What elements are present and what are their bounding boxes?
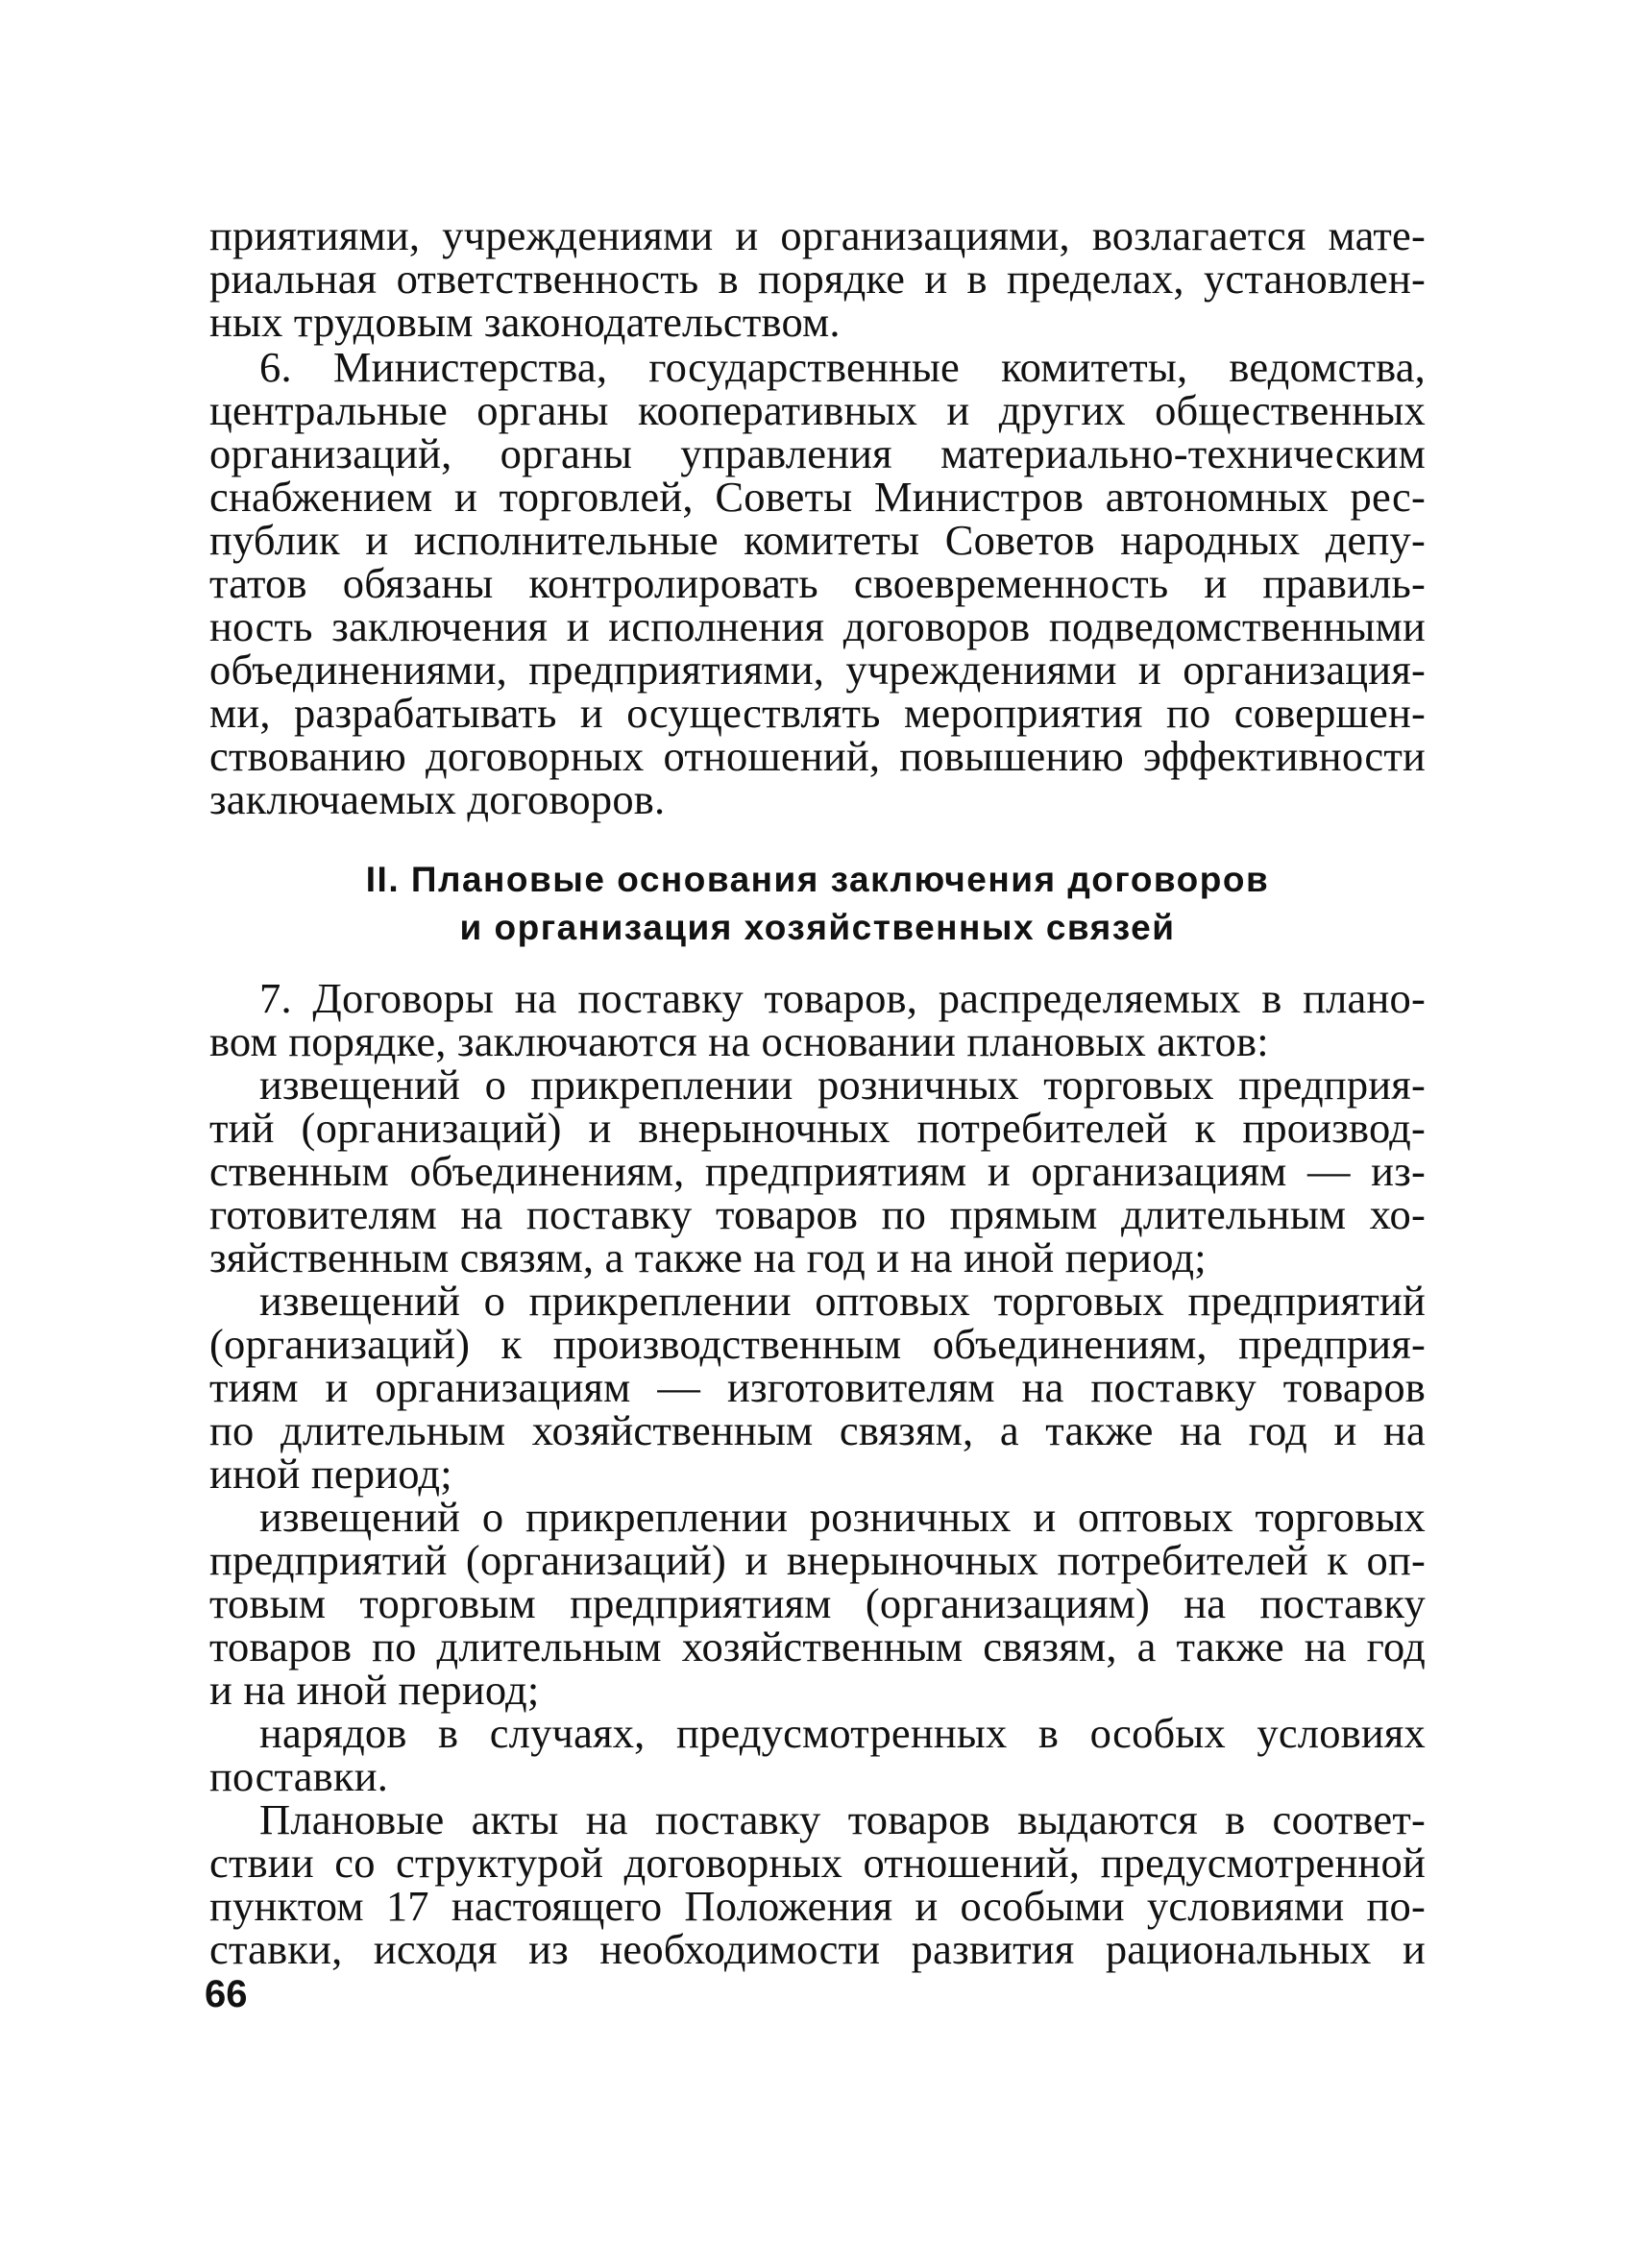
text-line: приятиями, учреждениями и организациями, возлагается мате-	[209, 211, 1426, 259]
section-heading-line-2: и организация хозяйственных связей	[459, 908, 1176, 947]
text-line: пунктом 17 настоящего Положения и особыми условиями по-	[209, 1882, 1426, 1930]
text-line: организаций, органы управления материально-техническим	[209, 429, 1426, 477]
text-line: ми, разрабатывать и осуществлять мероприятия по совершен-	[209, 689, 1426, 737]
paragraph-7	[209, 974, 1426, 1065]
text-line: иной период;	[209, 1450, 452, 1498]
paragraph-6	[209, 343, 1426, 823]
text-line: тиям и организациям — изготовителям на поставку товаров	[209, 1363, 1426, 1411]
paragraph-continuation	[209, 211, 1426, 346]
text-line: предприятий (организаций) и внерыночных потребителей к оп-	[209, 1536, 1426, 1584]
text-line: ственным объединениям, предприятиям и организациям — из-	[209, 1147, 1426, 1195]
text-line: центральные органы кооперативных и других общественных	[209, 386, 1426, 434]
text-line: извещений о прикреплении розничных и оптовых торговых	[259, 1493, 1426, 1541]
text-line: объединениями, предприятиями, учреждениями и организация-	[209, 646, 1426, 694]
list-item-2	[209, 1277, 1426, 1498]
text-line: извещений о прикреплении оптовых торговых предприятий	[259, 1277, 1426, 1325]
text-line: риальная ответственность в порядке и в пределах, установлен-	[209, 255, 1426, 303]
text-line: зяйственным связям, а также на год и на иной период;	[209, 1233, 1207, 1281]
text-line: по длительным хозяйственным связям, а также на год и на	[209, 1406, 1426, 1454]
text-line: 6. Министерства, государственные комитеты, ведомства,	[259, 343, 1426, 391]
text-line: ных трудовым законодательством.	[209, 298, 841, 346]
text-line: ствованию договорных отношений, повышению эффективности	[209, 732, 1426, 780]
text-line: Плановые акты на поставку товаров выдаются в соответ-	[259, 1795, 1426, 1843]
text-line: тий (организаций) и внерыночных потребителей к производ-	[209, 1104, 1426, 1152]
text-line: (организаций) к производственным объединениям, предприя-	[209, 1320, 1426, 1368]
list-item-1	[209, 1063, 1426, 1280]
list-item-3	[209, 1493, 1426, 1714]
text-line: товым торговым предприятиям (организациям) на поставку	[209, 1579, 1426, 1627]
page-number: 66	[205, 1973, 248, 2015]
text-line: 7. Договоры на поставку товаров, распределяемых в плано-	[259, 974, 1426, 1022]
text-line: и на иной период;	[209, 1666, 540, 1714]
text-line: ность заключения и исполнения договоров подведомственными	[209, 602, 1426, 650]
text-line: нарядов в случаях, предусмотренных в особых условиях	[259, 1709, 1426, 1757]
text-line: ставки, исходя из необходимости развития рациональных и	[209, 1925, 1426, 1973]
list-item-4	[209, 1709, 1426, 1800]
text-line: татов обязаны контролировать своевременность и правиль-	[209, 559, 1426, 607]
section-heading-line-1: II. Плановые основания заключения договоров	[365, 860, 1270, 899]
text-line: поставки.	[209, 1752, 389, 1800]
text-line: публик и исполнительные комитеты Советов народных депу-	[209, 516, 1426, 564]
text-line: снабжением и торговлей, Советы Министров автономных рес-	[209, 473, 1426, 521]
text-line: готовителям на поставку товаров по прямым длительным хо-	[209, 1190, 1426, 1238]
text-line: заключаемых договоров.	[209, 775, 666, 823]
text-line: вом порядке, заключаются на основании плановых актов:	[209, 1017, 1269, 1065]
text-line: товаров по длительным хозяйственным связям, а также на год	[209, 1622, 1426, 1671]
text-line: ствии со структурой договорных отношений, предусмотренной	[209, 1839, 1426, 1887]
text-line: извещений о прикреплении розничных торговых предприя-	[259, 1061, 1426, 1109]
closing-paragraph	[209, 1795, 1426, 1973]
